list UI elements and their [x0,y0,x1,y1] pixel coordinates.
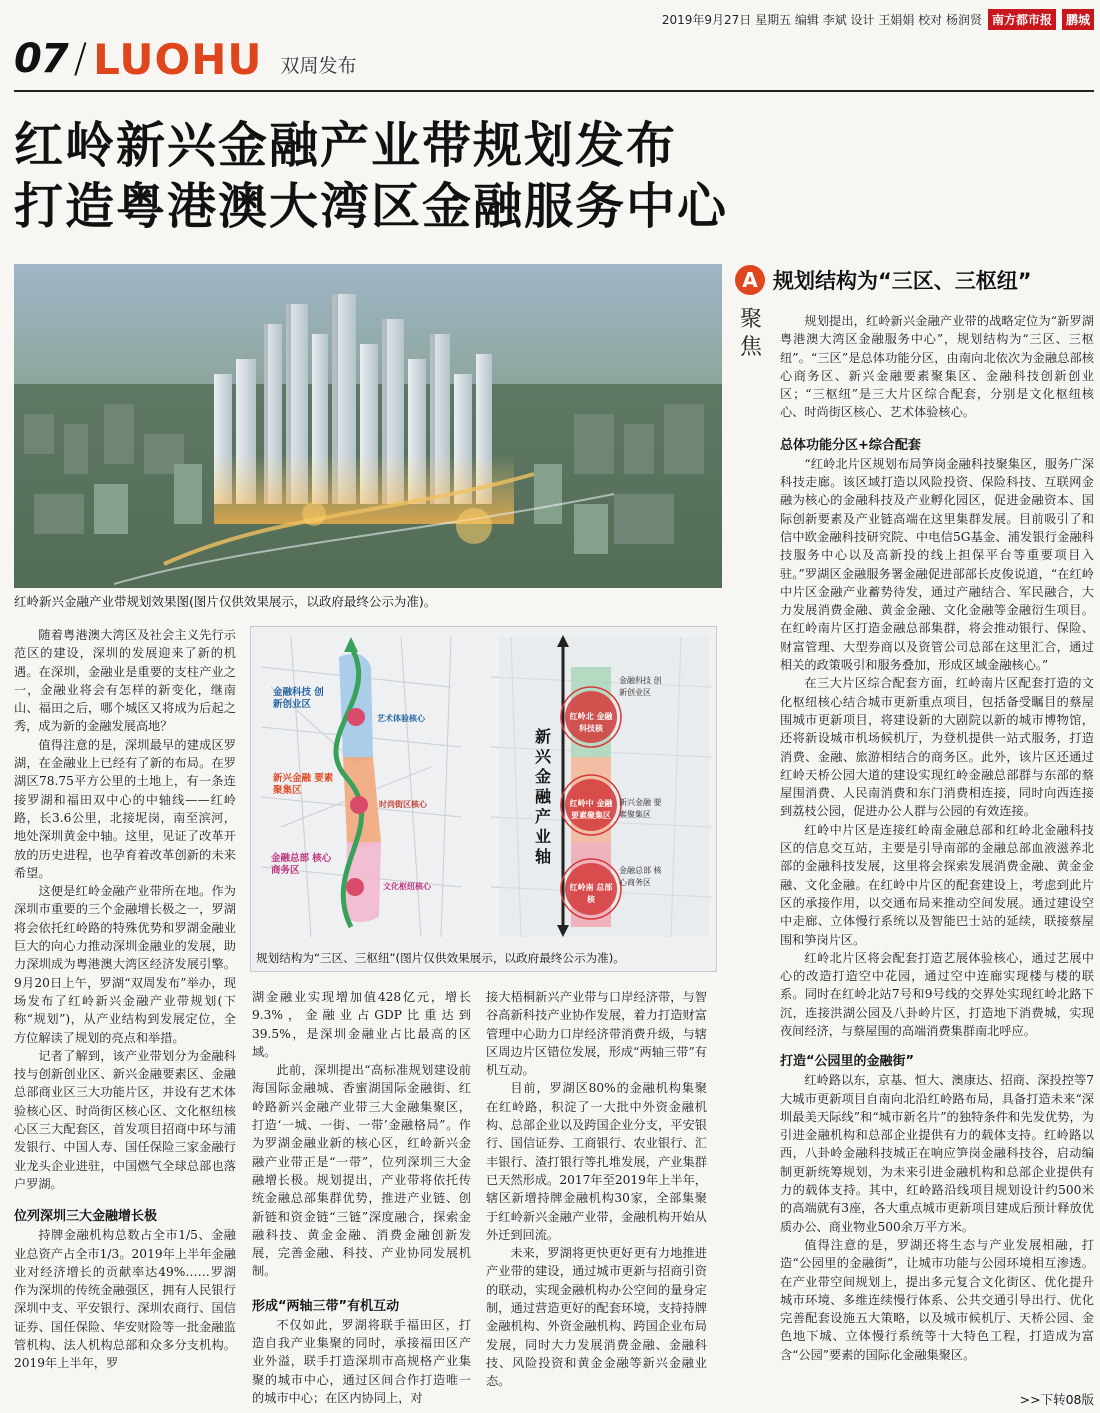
mid-subhead-1: 形成“两轴三带”有机互动 [252,1298,400,1314]
section-name: LUOHU [93,34,263,84]
right-paragraph-7: 值得注意的是，罗湖还将生态与产业发展相融，打造“公园里的金融街”，让城市功能与公园环境相互渗透。在产业带空间规划上，提出多元复合文化街区、优化提升城市环境、多维连续慢行体系、公共交通引导出行、优化完善配套设施五大策略，以及城市候机厅、天桥公园、金色地下城、立体慢行系统等十大特色工程，打造成为富含“公园”要素的国际化金融集聚区。 [780,1237,1094,1362]
section-a-header [735,264,1095,296]
date-line: 2019年9月27日 星期五 编辑 李斌 设计 王娟娟 校对 杨润贤 [661,12,982,27]
mid-paragraph-2: 此前，深圳提出“高标准规划建设前海国际金融城、香蜜湖国际金融街、红岭路新兴金融产业带三大金融集聚区，打造‘一城、一街、一带’金融格局”。作为罗湖金融业新的核心区，红岭新兴金融产业带正是“一带”，位列深圳三大金融增长极。规划提出，产业带将依托传统金融总部集群优势，推进产业链、创新链和资金链“三链”深度融合，探索金融科技、黄金金融、消费金融创新发展，完善金融、科技、产业协同发展机制。 [252,1063,471,1279]
left-paragraph-4: 记者了解到，该产业带划分为金融科技与创新创业区、新兴金融要素区、金融总部商业区三大功能片区，并设有艺术体验核心区、时尚街区核心区、文化枢纽核心区三大配套区，首发项目招商中环与浦发银行、中国人寿、国任保险三家金融行业龙头企业进驻，中国燃气全球总部也落户罗湖。 [14,1048,236,1191]
right-subhead-1: 总体功能分区+综合配套 [780,437,921,453]
right-paragraph-6: 红岭路以东，京基、恒大、澳康达、招商、深投控等7大城市更新项目自南向北沿红岭路布局，具备打造未来“深圳最美天际线”和“城市新名片”的独特条件和先发优势，为引进金融机构和总部企业提供有力的载体支持。红岭路以西，八卦岭金融科技城正在响应笋岗金融科技谷，启动编制更新统筹规划，为未来引进金融机构和总部企业提供有力的载体支持。其中，红岭路沿线项目规划设计约500米的高端就有3座，各大重点城市更新项目建成后预计释放优质办公、商业物业500余万平方米。 [780,1073,1094,1234]
right-paragraph-2: “红岭北片区规划布局笋岗金融科技聚集区，服务广深科技走廊。该区域打造以风险投资、保险科技、互联网金融为核心的金融科技及产业孵化园区，促进金融资本、国际创新要素及产业链高端在这里集群发展。目前吸引了和信中欧金融科技研究院、中电信5G基金、浦发银行金融科技服务中心以及高新投的线上担保平台等重要项目入驻。”罗湖区金融服务署金融促进部部长皮俊说道，“在红岭中片区金融产业蓄势待发，通过产融结合、军民融合，大力发展消费金融、黄金金融、文化金融等金融衍生项目。在红岭南片区打造金融总部集群，将会推动银行、保险、财富管理、大型券商以及资管公司总部在这里汇合，通过相关的政策吸引和服务叠加，形成区域金融核心。” [780,456,1094,673]
right-paragraph-5: 红岭北片区将会配套打造艺展体验核心，通过艺展中心的改造打造空中花园，通过空中连廊实现楼与楼的联系。同时在红岭北站7号和9号线的交界处实现红岭北路下沉，连接洪湖公园及八卦岭片区，打造地下消费城，实现夜间经济，与蔡屋围的高端消费集群南北呼应。 [780,950,1094,1038]
right-paragraph-1: 规划提出，红岭新兴金融产业带的战略定位为“新罗湖 粤港澳大湾区金融服务中心”，规划结构为“三区、三枢纽”。“三区”是总体功能分区，由南向北依次为金融总部核心商务区、新兴金融要素聚集区、金融科技创新创业区；“三枢纽”是三大片区综合配套，分别是文化枢纽核心、时尚街区核心、艺术体验核心。 [780,314,1094,420]
top-meta-bar [560,6,1094,32]
hero-rendering-image [14,264,722,588]
label-culture-core: 文化枢纽核心 [383,882,431,891]
right-column [780,312,1094,1364]
focus-label: 聚焦 [740,307,763,360]
label-right-hq: 金融总部 核心商务区 [619,866,662,887]
col3-paragraph-3: 未来，罗湖将更快更好更有力地推进产业带的建设，通过城市更新与招商引资的联动，实现金融机构办公空间的量身定制，通过营造更好的配套环境，支持持牌金融机构、外资金融机构、跨国企业布局发展，同时大力发展消费金融、金融科技、风险投资和黄金金融等新兴金融业态。 [486,1246,707,1389]
mid-paragraph-3: 不仅如此，罗湖将联手福田区，打造自我产业集聚的同时，承接福田区产业外溢，联手打造深圳市高规格产业集聚的城市中心，通过区间合作打造唯一的城市中心；在区内协同上，对 [252,1317,471,1405]
left-paragraph-2: 值得注意的是，深圳最早的建成区罗湖，在金融业上已经有了新的布局。在罗湖区78.75平方公里的土地上，有一条连接罗湖和福田双中心的中轴线——红岭路，长3.6公里，北接坭岗，南至滨河，地处深圳黄金中轴。这里，见证了改革开放的历史进程，也孕育着改革创新的未来希望。 [14,737,236,880]
headline-line-2: 打造粤港澳大湾区金融服务中心 [14,178,729,235]
section-subtitle: 双周发布 [280,54,357,77]
headline-line-1: 红岭新兴金融产业带规划发布 [14,117,678,174]
label-hq-zone: 金融总部 核心商务区 [271,853,332,876]
left-paragraph-1: 随着粤港澳大湾区及社会主义先行示范区的建设，深圳的发展迎来了新的机遇。在深圳，金融业是重要的支柱产业之一，金融业将会有怎样的新变化，继南山、福田之后，哪个城区又将成为后起之秀，成为新的金融发展高地？ [14,628,236,734]
label-art-core: 艺术体验核心 [377,714,425,723]
header-rule [14,90,1094,92]
right-paragraph-3: 在三大片区综合配套方面，红岭南片区配套打造的文化枢纽核心结合城市更新重点项目，包括备受瞩目的蔡屋围城市更新项目，将建设新的大剧院以新的城市博物馆，还将新设城市机场候机厅，为登机提供一站式服务，打造消费、金融、旅游相结合的商务区。此外，该片区还通过红岭天桥公园大道的建设实现红岭金融总部群与东部的蔡屋围消费、人民南消费和东门消费相连接，同时向西连接到荔枝公园，促进办公人群与公园的有效连接。 [780,676,1094,819]
section-a-title: 规划结构为“三区、三枢纽” [773,269,1032,293]
left-paragraph-3: 这便是红岭金融产业带所在地。作为深圳市重要的三个金融增长极之一，罗湖将会依托红岭路的特殊优势和罗湖金融业巨大的向心力推动深圳金融业的发展，助力深圳成为粤港澳大湾区经济发展引擎。9月20日上午，罗湖“双周发布”举办，现场发布了红岭新兴金融产业带规划(下称“规划”)，从产业结构到发展定位，全方位解读了规划的亮点和举措。 [14,884,236,1045]
section-a-badge: A [735,265,765,295]
col3-paragraph-1: 接大梧桐新兴产业带与口岸经济带，与智谷高新科技产业协作发展，着力打造财富管理中心助力口岸经济带消费升级，与辖区周边片区错位发展，形成“两轴三带”有机互动。 [486,990,707,1078]
left-paragraph-5: 持牌金融机构总数占全市1/5、金融业总资产占全市1/3。2019年上半年金融业对经济增长的贡献率达49%……罗湖作为深圳的传统金融强区，拥有人民银行深圳中支、平安银行、深圳农商行、国信证券、国任保险、华安财险等一批金融监管机构、法人机构总部和众多分支机构。2019年上半年，罗 [14,1228,236,1371]
right-subhead-2: 打造“公园里的金融街” [780,1054,915,1070]
label-right-south: 红岭南 总部核 [569,883,613,904]
paper-logo: 南方都市报 [988,9,1056,30]
paper-logo-sub: 鹏城 [1062,9,1094,30]
right-paragraph-4: 红岭中片区是连接红岭南金融总部和红岭北金融科技区的信息交互站，主要是引导南部的金融总部血液滋养北部的金融科技发展，这里将会探索发展消费金融、黄金金融、文化金融。在红岭中片区的配套建设上，考虑到此片区的承接作用，以交通布局来推动空间发展。通过建设空中走廊、立体慢行系统以及智能巴士站的延续，联接蔡屋围和笋岗片区。 [780,822,1094,947]
hero-caption: 红岭新兴金融产业带规划效果图(图片仅供效果展示，以政府最终公示为准)。 [14,594,437,609]
label-axis: 新兴金融产业轴 [535,727,552,866]
divider-slash: / [73,36,88,82]
map-caption: 规划结构为“三区、三枢纽”(图片仅供效果展示，以政府最终公示为准)。 [256,951,625,965]
label-right-mid2: 新兴金融 要素聚集区 [619,798,662,819]
aerial-city-illustration [14,264,722,588]
label-fashion-core: 时尚街区核心 [379,800,427,809]
third-column [486,988,707,1391]
middle-column [252,988,471,1407]
label-right-fintech: 金融科技 创新创业区 [619,676,662,697]
mid-paragraph-1: 湖金融业实现增加值428亿元，增长9.3%，金融业占GDP比重达到39.5%，是深圳金融业占比最高的区域。 [252,990,471,1059]
label-right-north: 红岭北 金融科技核 [569,712,613,733]
col3-paragraph-2: 目前，罗湖区80%的金融机构集聚在红岭路，积淀了一大批中外资金融机构、总部企业以及跨国企业分支，平安银行、国信证券、工商银行、农业银行、汇丰银行、渣打银行等扎堆发展，产业集群已天然形成。2017年至2019年上半年，辖区新增持牌金融机构30家，全部集聚于红岭新兴金融产业带，金融机构开始从外迁到回流。 [486,1081,707,1242]
left-subhead-1: 位列深圳三大金融增长极 [14,1209,158,1225]
page-number: 07 [14,36,68,82]
planning-structure-map [250,626,717,972]
continued-on-page: >>下转08版 [1019,1392,1094,1407]
label-right-mid: 红岭中 金融要素聚集区 [569,799,613,820]
section-header [14,34,1094,84]
label-emerging-zone: 新兴金融 要素聚集区 [273,773,334,796]
left-column [14,626,236,1373]
label-fintech-zone: 金融科技 创新创业区 [273,687,324,710]
